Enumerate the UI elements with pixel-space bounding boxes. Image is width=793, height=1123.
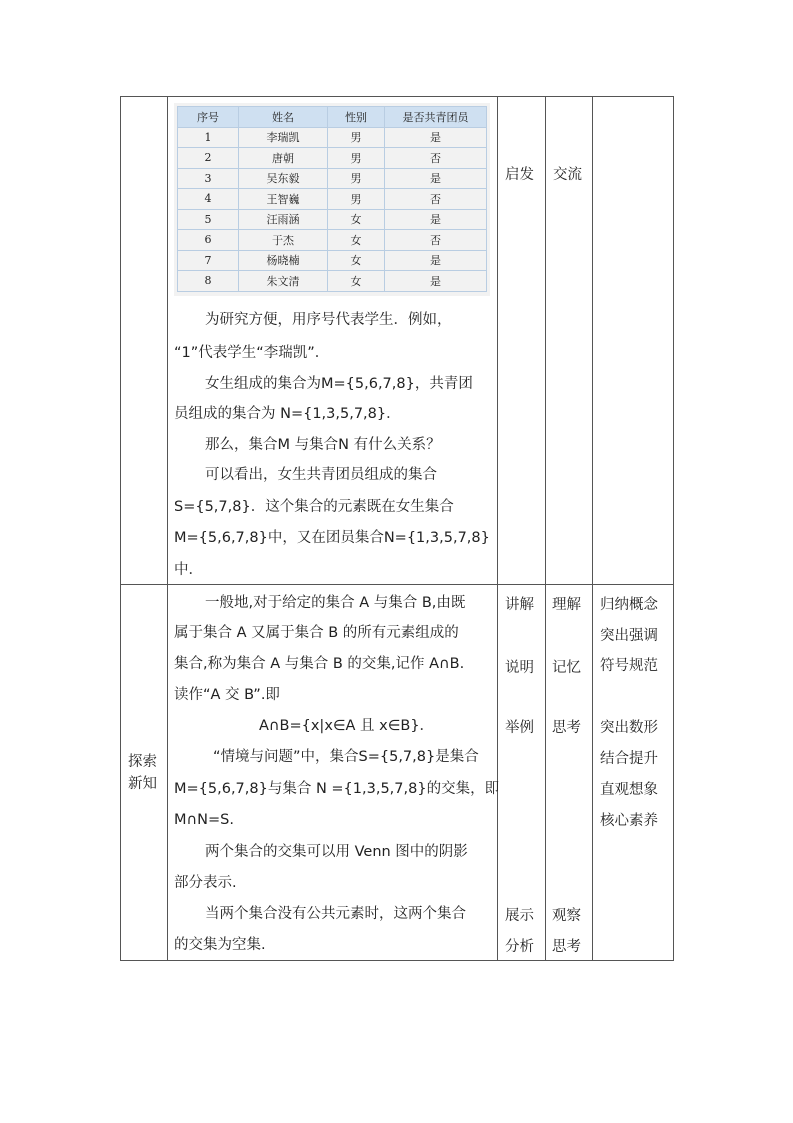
table-row-divider [120,584,674,585]
table-cell: 6 [178,230,239,251]
row1-line: 可以看出，女生共青团员组成的集合 [205,467,437,483]
teacher-activity: 举例 [505,720,534,736]
table-cell: 李瑞凯 [239,127,328,148]
student-activity: 记忆 [552,660,581,676]
table-divider-2 [497,96,498,961]
table-cell: 男 [328,148,385,169]
row2-line: 两个集合的交集可以用 Venn 图中的阴影 [205,844,468,860]
table-cell: 女 [328,230,385,251]
table-cell: 是 [385,168,487,189]
student-activity: 观察 [552,908,581,924]
row1-student-activity: 交流 [553,167,582,183]
table-cell: 否 [385,189,487,210]
table-row [178,209,487,230]
table-cell: 男 [328,189,385,210]
table-cell: 是 [385,271,487,292]
header-cell: 性别 [328,107,385,128]
table-cell: 女 [328,209,385,230]
table-row [178,148,487,169]
design-intent: 突出数形 [600,720,658,736]
header-cell: 是否共青团员 [385,107,487,128]
table-cell: 7 [178,250,239,271]
design-intent: 突出强调 [600,628,658,644]
table-row [178,230,487,251]
table-row [178,127,487,148]
table-cell: 是 [385,209,487,230]
table-cell: 朱文清 [239,271,328,292]
table-border-right [673,96,674,961]
table-divider-3 [545,96,546,961]
table-cell: 是 [385,127,487,148]
table-border-bottom [120,960,674,961]
row2-line: 的交集为空集. [174,937,266,953]
student-activity: 思考 [552,939,581,955]
row1-line: 中． [174,562,203,578]
row1-line: 那么，集合M 与集合N 有什么关系？ [205,437,441,453]
table-cell: 唐朝 [239,148,328,169]
table-cell: 2 [178,148,239,169]
table-row [178,250,487,271]
row1-line: 女生组成的集合为M={5,6,7,8}，共青团 [205,376,473,392]
student-table-header [178,107,487,128]
row2-line: “情境与问题”中，集合S={5,7,8}是集合 [213,749,479,765]
teacher-activity: 说明 [505,660,534,676]
header-cell: 序号 [178,107,239,128]
student-table [177,106,487,292]
table-cell: 男 [328,127,385,148]
row1-line: M={5,6,7,8}中，又在团员集合N={1,3,5,7,8} [174,530,490,546]
teacher-activity: 展示 [505,908,534,924]
header-cell: 姓名 [239,107,328,128]
design-intent: 结合提升 [600,751,658,767]
table-divider-4 [592,96,593,961]
row2-line: 部分表示. [174,875,237,891]
row1-line: S={5,7,8}．这个集合的元素既在女生集合 [174,499,454,515]
table-cell: 4 [178,189,239,210]
table-cell: 汪雨涵 [239,209,328,230]
student-activity: 思考 [552,720,581,736]
table-cell: 杨晓楠 [239,250,328,271]
row2-line: 读作“A 交 B”.即 [174,687,280,703]
table-row [178,168,487,189]
table-cell: 王智巍 [239,189,328,210]
table-cell: 男 [328,168,385,189]
row2-line: 当两个集合没有公共元素时，这两个集合 [205,906,466,922]
design-intent: 直观想象 [600,782,658,798]
row2-line: M={5,6,7,8}与集合 N ={1,3,5,7,8}的交集，即 [174,781,500,797]
row1-line: 为研究方便，用序号代表学生．例如， [205,312,452,328]
row2-line: 一般地,对于给定的集合 A 与集合 B,由既 [205,595,466,611]
row1-teacher-activity: 启发 [505,167,534,183]
row2-line: 属于集合 A 又属于集合 B 的所有元素组成的 [174,625,459,641]
table-cell: 是 [385,250,487,271]
row1-line: 员组成的集合为 N={1,3,5,7,8}． [174,406,401,422]
row2-line: 集合,称为集合 A 与集合 B 的交集,记作 A∩B. [174,656,465,672]
teacher-activity: 分析 [505,939,534,955]
design-intent: 核心素养 [600,813,658,829]
row1-line: “1”代表学生“李瑞凯”． [174,345,330,361]
table-border-top [120,96,674,97]
table-row [178,189,487,210]
table-border-left [120,96,121,961]
table-cell: 女 [328,271,385,292]
table-cell: 3 [178,168,239,189]
stage-label-line: 新知 [128,776,157,792]
table-cell: 否 [385,148,487,169]
table-row [178,271,487,292]
design-intent: 归纳概念 [600,597,658,613]
row2-line: M∩N=S. [174,812,234,828]
table-cell: 于杰 [239,230,328,251]
table-divider-1 [167,96,168,961]
teacher-activity: 讲解 [505,597,534,613]
table-cell: 1 [178,127,239,148]
student-activity: 理解 [552,597,581,613]
table-cell: 5 [178,209,239,230]
design-intent: 符号规范 [600,658,658,674]
row2-formula: A∩B={x|x∈A 且 x∈B}． [259,718,435,734]
table-cell: 8 [178,271,239,292]
table-cell: 女 [328,250,385,271]
table-cell: 吴东毅 [239,168,328,189]
stage-label-line: 探索 [128,754,157,770]
table-cell: 否 [385,230,487,251]
